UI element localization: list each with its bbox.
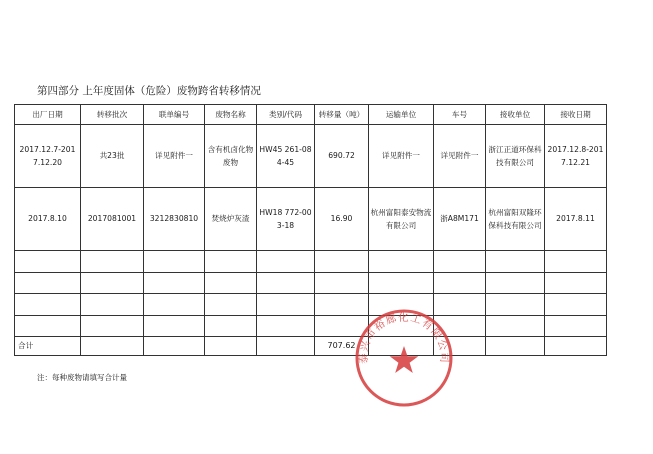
cell-plate: 详见附件一 (434, 125, 486, 188)
cell-amount: 690.72 (315, 125, 369, 188)
total-label: 合计 (15, 337, 81, 356)
header-row (15, 105, 607, 125)
cell-receive-date: 2017.8.11 (545, 188, 607, 251)
empty-row (15, 251, 607, 273)
waste-transfer-table (14, 104, 607, 356)
section-title: 第四部分 上年度固体（危险）废物跨省转移情况 (37, 85, 261, 97)
cell-carrier: 详见附件一 (369, 125, 434, 188)
empty-row (15, 272, 607, 294)
company-seal (352, 306, 456, 410)
cell-waste-name: 含有机卤化物废物 (205, 125, 257, 188)
empty-row (15, 315, 607, 337)
cell-category: HW45 261-084-45 (257, 125, 315, 188)
total-amount: 707.62 (315, 337, 369, 356)
cell-batch: 2017081001 (81, 188, 144, 251)
total-row (15, 337, 607, 356)
cell-receiver: 浙江正道环保科技有限公司 (486, 125, 545, 188)
col-header: 联单编号 (144, 105, 205, 125)
col-header: 类别/代码 (257, 105, 315, 125)
cell-date: 2017.8.10 (15, 188, 81, 251)
seal-text: 泰兴市裕廊化工有限公司 (357, 311, 451, 364)
cell-receive-date: 2017.12.8-2017.12.21 (545, 125, 607, 188)
cell-plate: 浙A8M171 (434, 188, 486, 251)
cell-batch: 共23批 (81, 125, 144, 188)
footnote: 注：每种废物请填写合计量 (37, 373, 127, 382)
cell-amount: 16.90 (315, 188, 369, 251)
col-header: 接收日期 (545, 105, 607, 125)
cell-waste-name: 焚烧炉灰渣 (205, 188, 257, 251)
cell-date: 2017.12.7-2017.12.20 (15, 125, 81, 188)
table-row (15, 125, 607, 188)
empty-row (15, 294, 607, 316)
cell-manifest: 详见附件一 (144, 125, 205, 188)
col-header: 车号 (434, 105, 486, 125)
col-header: 废物名称 (205, 105, 257, 125)
cell-category: HW18 772-003-18 (257, 188, 315, 251)
seal-star-icon (390, 346, 419, 373)
cell-manifest: 3212830810 (144, 188, 205, 251)
col-header: 接收单位 (486, 105, 545, 125)
col-header: 转移批次 (81, 105, 144, 125)
cell-carrier: 杭州富阳泰安物流有限公司 (369, 188, 434, 251)
cell-receiver: 杭州富阳双隆环保科技有限公司 (486, 188, 545, 251)
table-row (15, 188, 607, 251)
col-header: 运输单位 (369, 105, 434, 125)
col-header: 出厂日期 (15, 105, 81, 125)
col-header: 转移量（吨） (315, 105, 369, 125)
